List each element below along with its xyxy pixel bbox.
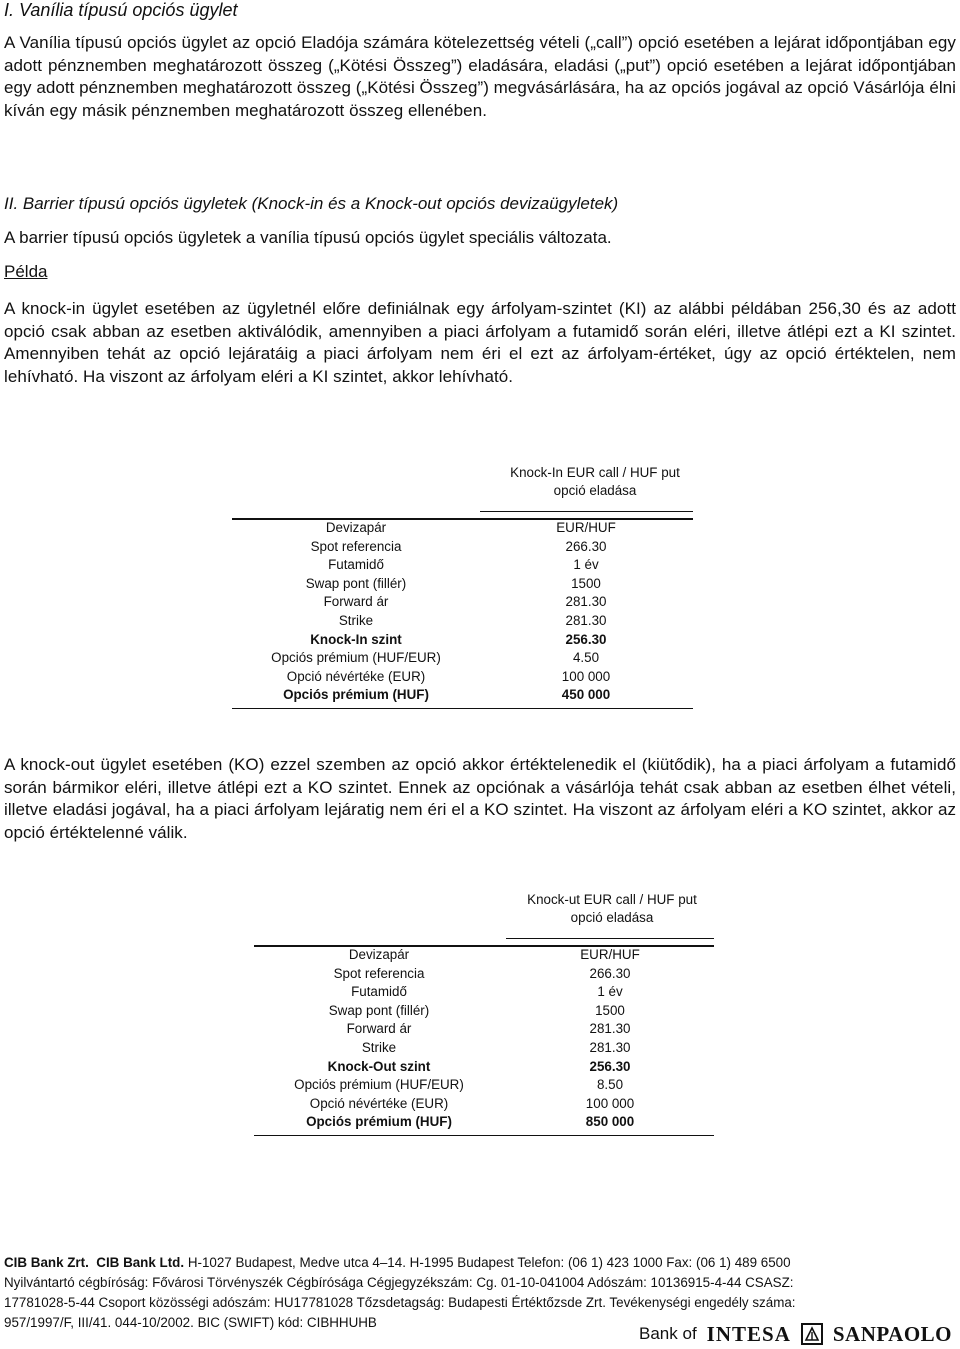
row-value: 281.30	[589, 1021, 631, 1037]
row-label: Opciós prémium (HUF)	[283, 687, 429, 703]
row-label: Strike	[338, 613, 374, 628]
table-row	[0, 632, 960, 651]
row-label: Opciós prémium (HUF/EUR)	[271, 650, 441, 666]
row-label: Knock-Out szint	[327, 1058, 431, 1074]
row-label: Opciós prémium (HUF)	[306, 1114, 452, 1130]
row-value: 4.50	[572, 650, 600, 666]
table-row	[0, 947, 960, 966]
knock-out-title-rule	[506, 938, 714, 939]
row-value: 266.30	[589, 965, 631, 981]
row-label: Forward ár	[323, 594, 389, 610]
row-label: Swap pont (fillér)	[305, 575, 407, 591]
bank-logo	[639, 1322, 952, 1346]
row-value: 281.30	[589, 1040, 631, 1055]
sanpaolo-mark-icon	[801, 1323, 823, 1345]
footer-line2: Nyilvántartó cégbíróság: Fővárosi Törvényszék Cégbírósága Cégjegyzékszám: Cg. 01-10-041004 Adószám: 10136915-4-44 CSASZ:	[4, 1275, 794, 1290]
table-row	[0, 1096, 960, 1115]
row-label: Forward ár	[346, 1021, 412, 1037]
row-label: Opciós prémium (HUF/EUR)	[294, 1077, 464, 1093]
table-bottom-rule	[254, 1135, 714, 1136]
row-value: 1500	[571, 575, 601, 591]
table-row	[0, 613, 960, 632]
row-value: 256.30	[589, 1058, 631, 1074]
table-row	[0, 1021, 960, 1040]
row-label: Swap pont (fillér)	[328, 1002, 430, 1018]
row-label: Spot referencia	[333, 965, 425, 981]
table-row	[0, 1040, 960, 1059]
row-label: Knock-In szint	[310, 631, 402, 647]
row-value: 450 000	[561, 687, 611, 703]
footer	[4, 1253, 956, 1333]
row-label: Opció névértéke (EUR)	[309, 1095, 449, 1111]
footer-address: H-1027 Budapest, Medve utca 4–14. H-1995 Budapest Telefon: (06 1) 423 1000 Fax: (06 1) 489 6500	[187, 1255, 791, 1270]
table-bottom-rule	[232, 708, 693, 709]
knock-out-text	[4, 754, 956, 844]
row-label: Devizapár	[348, 947, 410, 962]
knock-in-table-title-line2: opció eladása	[553, 483, 637, 498]
table-row	[0, 1114, 960, 1133]
logo-intesa: INTESA	[706, 1321, 791, 1346]
footer-line1	[4, 1253, 956, 1273]
logo-bank-of: Bank of	[639, 1324, 697, 1343]
table-row	[0, 966, 960, 985]
table-row	[0, 594, 960, 613]
row-label: Opció névértéke (EUR)	[286, 668, 426, 684]
example-label: Példa	[4, 262, 48, 281]
knock-in-title-rule	[480, 511, 693, 512]
row-value: 1 év	[573, 557, 599, 573]
row-value: 281.30	[565, 594, 607, 610]
knock-out-table-title-line2: opció eladása	[570, 910, 654, 925]
row-value: EUR/HUF	[580, 947, 640, 962]
knock-in-table-title	[480, 464, 710, 500]
section1-body	[4, 32, 956, 122]
table-row	[0, 687, 960, 706]
table-row	[0, 1077, 960, 1096]
knock-out-table-title	[500, 891, 724, 927]
footer-company-hu: CIB Bank Zrt.	[4, 1255, 89, 1270]
footer-line4: 957/1997/F, III/41. 044-10/2002. BIC (SWIFT) kód: CIBHHUHB	[4, 1315, 377, 1330]
row-value: 266.30	[565, 538, 607, 554]
table-row	[0, 539, 960, 558]
row-value: 8.50	[596, 1077, 624, 1093]
table-row	[0, 557, 960, 576]
row-label: Futamidő	[351, 984, 407, 1000]
section2-heading: II. Barrier típusú opciós ügyletek (Knock-in és a Knock-out opciós devizaügyletek)	[4, 194, 619, 213]
knock-in-text	[4, 298, 956, 388]
row-value: 100 000	[561, 668, 611, 684]
section1-paragraph: A Vanília típusú opciós ügylet az opció Eladója számára kötelezettség vételi („call”) opció esetében a lejárat időpontjában egy adott pénznemben meghatározott összeg („Kötési Összeg”) eladására, eladási („put”) opció esetében a lejárat időpontjában egy adott pénznemben meghatározott összeg („Kötési Összeg”) megvásárlására, ha az opciós jogával az opció Vásárlója élni kíván egy másik pénznemben meghatározott összeg ellenében.	[4, 33, 956, 120]
table-row	[0, 1003, 960, 1022]
row-value: EUR/HUF	[556, 520, 616, 535]
section2-intro: A barrier típusú opciós ügyletek a vanília típusú opciós ügylet speciális változata.	[4, 228, 612, 247]
section1-heading: I. Vanília típusú opciós ügylet	[4, 0, 238, 20]
row-label: Spot referencia	[310, 538, 402, 554]
footer-company-en: CIB Bank Ltd.	[96, 1255, 185, 1270]
row-value: 256.30	[565, 631, 607, 647]
row-label: Strike	[361, 1040, 397, 1055]
table-row	[0, 984, 960, 1003]
footer-line3: 17781028-5-44 Csoport közösségi adószám: HU17781028 Tőzsdetagság: Budapesti Értéktőzsde Zrt. Tevékenységi engedély száma:	[4, 1295, 796, 1310]
row-value: 1500	[595, 1002, 625, 1018]
row-value: 281.30	[565, 613, 607, 628]
row-value: 1 év	[597, 984, 623, 1000]
knock-out-paragraph: A knock-out ügylet esetében (KO) ezzel szemben az opció akkor értéktelenedik el (kiütődik), ha a piaci árfolyam a futamidő során bármikor eléri, illetve átlépi ezt a KO szintet. Ennek az opciónak a vásárlója tehát csak abban az esetben élhet vételi, illetve eladási jogával, ha a piaci árfolyam lejáratig nem éri el a KO szintet. Ha viszont az árfolyam eléri a KO szintet, akkor az opció értéktelenné válik.	[4, 755, 956, 842]
table-row	[0, 669, 960, 688]
table-row	[0, 520, 960, 539]
table-row	[0, 576, 960, 595]
knock-in-table	[0, 464, 960, 714]
knock-out-table	[0, 891, 960, 1141]
row-label: Futamidő	[328, 557, 384, 573]
knock-out-table-title-line1: Knock-ut EUR call / HUF put	[527, 892, 697, 907]
logo-sanpaolo: SANPAOLO	[832, 1321, 952, 1346]
knock-in-paragraph: A knock-in ügylet esetében az ügyletnél előre definiálnak egy árfolyam-szintet (KI) az alábbi példában 256,30 és az adott opció csak abban az esetben aktiválódik, amennyiben a piaci árfolyam a futamidő során eléri, illetve átlépi ezt a KI szintet. Amennyiben tehát az opció lejáratáig a piaci árfolyam nem éri el ezt az árfolyam-értéket, úgy az opció értéktelen, nem lehívható. Ha viszont az árfolyam eléri a KI szintet, akkor lehívható.	[4, 299, 956, 386]
row-value: 100 000	[585, 1095, 635, 1111]
knock-in-table-title-line1: Knock-In EUR call / HUF put	[510, 465, 680, 480]
row-value: 850 000	[585, 1114, 635, 1130]
row-label: Devizapár	[325, 520, 387, 535]
table-row	[0, 650, 960, 669]
table-row	[0, 1059, 960, 1078]
